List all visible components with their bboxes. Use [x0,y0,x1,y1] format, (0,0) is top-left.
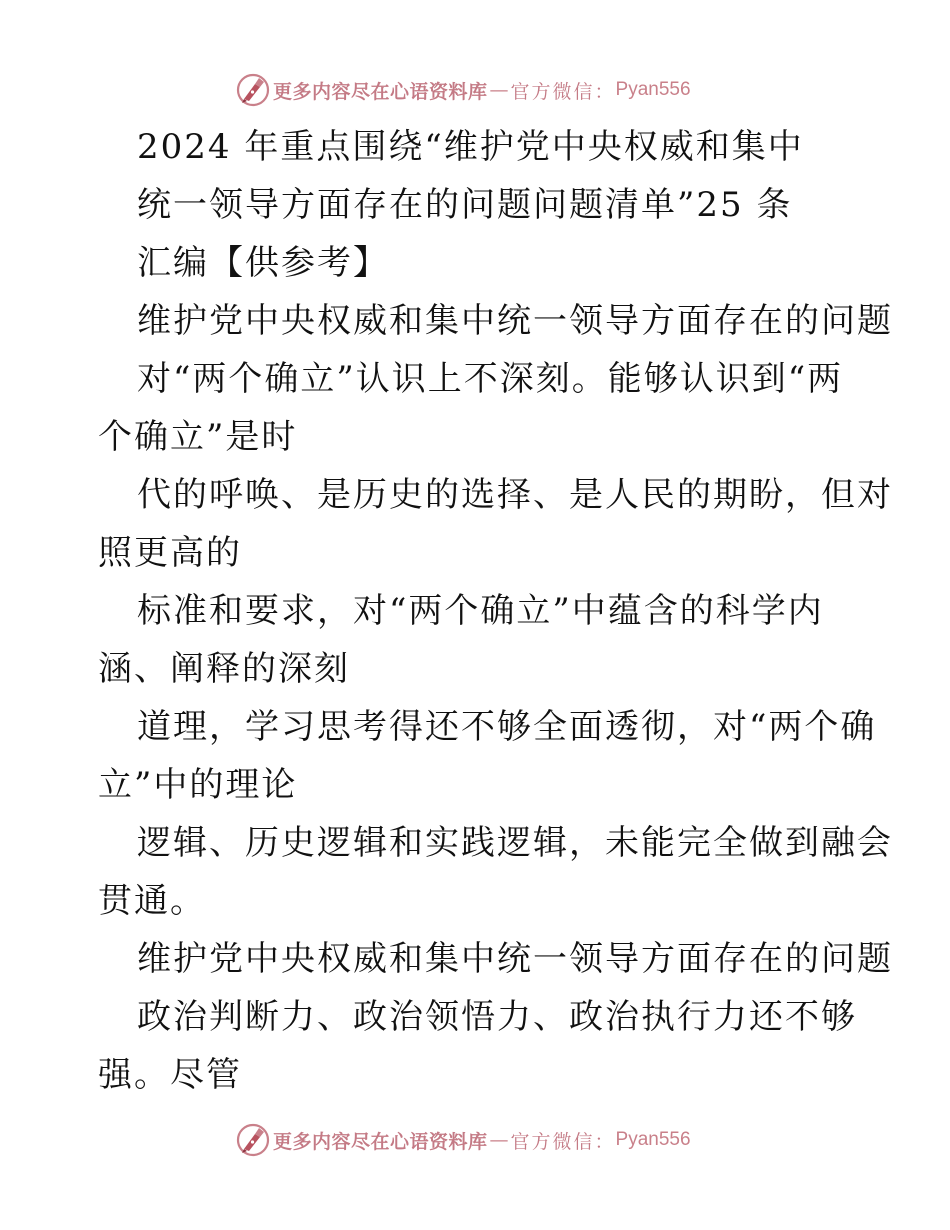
banner-dash: — [489,1129,509,1151]
body-line: 道理，学习思考得还不够全面透彻，对“两个确 [137,707,877,747]
document-title-line-3: 汇编【供参考】 [137,243,389,283]
body-line: 个确立”是时 [98,417,298,457]
body-line: 标准和要求，对“两个确立”中蕴含的科学内 [137,591,824,631]
banner-wechat-label: 官方微信： [510,80,616,103]
banner-wechat-id: Pyan556 [615,79,691,100]
banner-wechat-label: 官方微信： [510,1130,616,1153]
body-line: 政治判断力、政治领悟力、政治执行力还不够 [137,997,857,1037]
body-line: 涵、阐释的深刻 [98,649,350,689]
body-line: 逻辑、历史逻辑和实践逻辑，未能完全做到融会 [137,823,893,863]
body-line: 代的呼唤、是历史的选择、是人民的期盼，但对 [137,475,893,515]
document-title-line-2: 统一领导方面存在的问题问题清单”25 条 [137,185,793,225]
banner-text: 更多内容尽在心语资料库 [273,80,488,103]
document-title-line-1: 2024 年重点围绕“维护党中央权威和集中 [137,127,804,167]
footer-banner [235,1122,691,1158]
body-line: 立”中的理论 [98,765,298,805]
body-line: 维护党中央权威和集中统一领导方面存在的问题 [137,939,893,979]
body-line: 贯通。 [98,881,206,921]
banner-wechat-id: Pyan556 [615,1129,691,1150]
pen-nib-logo-icon [235,1122,271,1158]
banner-dash: — [489,79,509,101]
pen-nib-logo-icon [235,72,271,108]
banner-text: 更多内容尽在心语资料库 [273,1130,488,1153]
body-line: 对“两个确立”认识上不深刻。能够认识到“两 [137,359,844,399]
body-line: 照更高的 [98,533,242,573]
body-line: 强。尽管 [98,1055,242,1095]
header-banner [235,72,691,108]
body-line: 维护党中央权威和集中统一领导方面存在的问题 [137,301,893,341]
